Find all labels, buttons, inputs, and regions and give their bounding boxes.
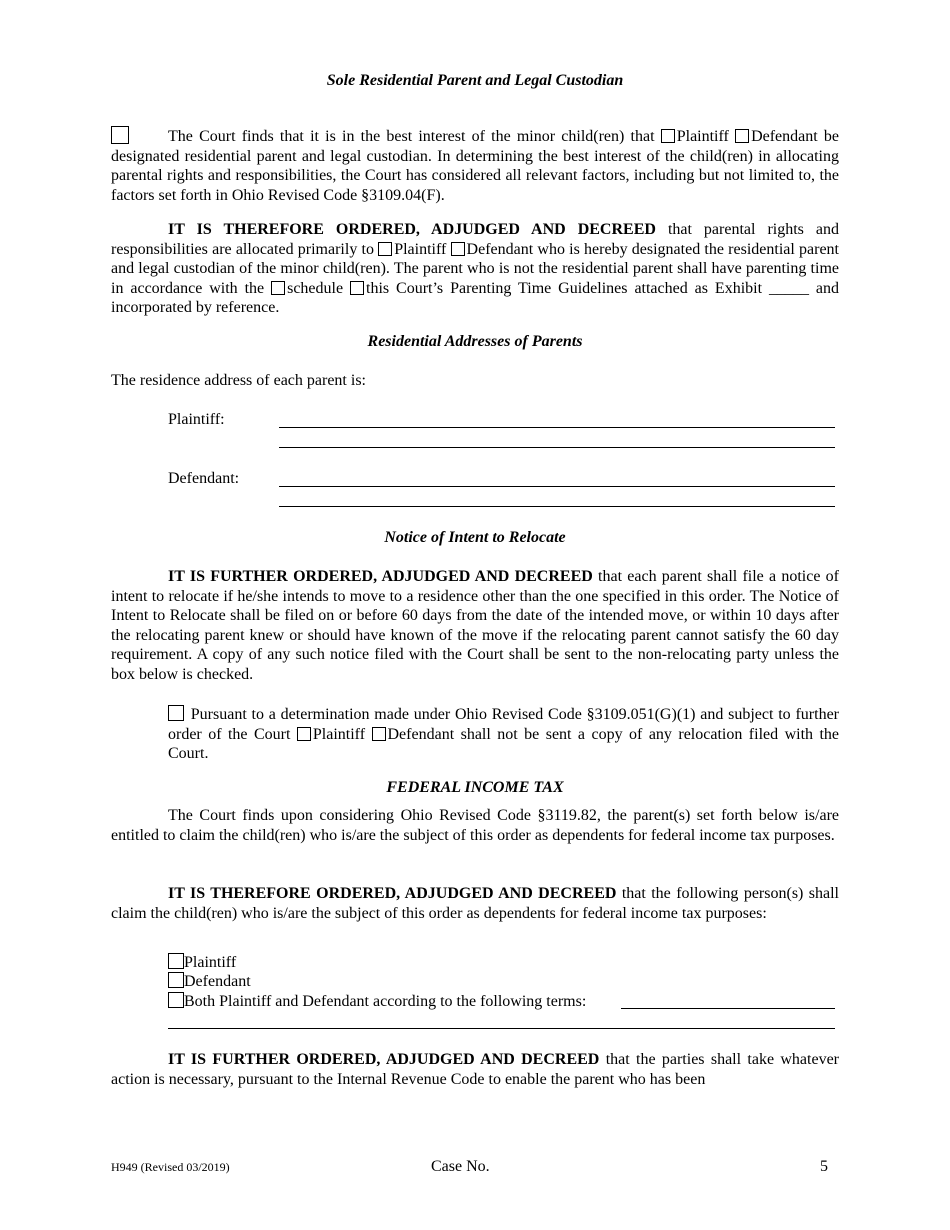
defendant-address-line-2[interactable] (279, 506, 835, 507)
guidelines-checkbox[interactable] (350, 281, 364, 295)
tax-option-defendant: Defendant (168, 972, 839, 992)
plaintiff-option-label: Plaintiff (676, 128, 736, 145)
tax-both-checkbox[interactable] (168, 992, 184, 1008)
best-interest-checkbox[interactable] (111, 126, 129, 144)
allocation-defendant-checkbox[interactable] (451, 242, 465, 256)
paragraph-tax-findings: The Court finds upon considering Ohio Revised Code §3119.82, the parent(s) set forth below is/are entitled to claim the child(ren) who is/are the subject of this order as dependents for federal income tax purposes. (111, 807, 839, 844)
tax-plaintiff-checkbox[interactable] (168, 953, 184, 969)
tax-defendant-checkbox[interactable] (168, 972, 184, 988)
page-number: 5 (820, 1158, 828, 1175)
paragraph-best-interest: The Court finds that it is in the best interest of the minor child(ren) that Plaintiff Defendant be designated residential parent and legal custodian. In determining the best interest of the child(ren) in allocating parental rights and responsibilities, the Court has considered all relevant factors, including but not limited to, the factors set forth in Ohio Revised Code §3109.04(F). (111, 128, 839, 204)
allocation-plaintiff-checkbox[interactable] (378, 242, 392, 256)
heading-residential-addresses: Residential Addresses of Parents (367, 333, 583, 350)
best-interest-plaintiff-checkbox[interactable] (661, 129, 675, 143)
paragraph-relocation-exception: Pursuant to a determination made under Ohio Revised Code §3109.051(G)(1) and subject to further order of the Court Plaintiff Defendant shall not be sent a copy of any relocation filed with the Court. (168, 706, 840, 763)
tax-option-both: Both Plaintiff and Defendant according to the following terms: (168, 992, 839, 1012)
defendant-address-label: Defendant: (168, 470, 240, 487)
heading-notice-of-intent: Notice of Intent to Relocate (384, 529, 566, 546)
relocation-plaintiff-checkbox[interactable] (297, 727, 311, 741)
tax-terms-line-2[interactable] (168, 1028, 835, 1029)
plaintiff-address-line-1[interactable] (279, 427, 835, 428)
plaintiff-address-label: Plaintiff: (168, 411, 225, 428)
address-intro: The residence address of each parent is: (111, 372, 366, 389)
plaintiff-address-line-2[interactable] (279, 447, 835, 448)
paragraph-irs-action-order: IT IS FURTHER ORDERED, ADJUDGED AND DECREED that the parties shall take whatever action is necessary, pursuant to the Internal Revenue Code to enable the parent who has been (111, 1051, 840, 1088)
order-heading-text: IT IS THEREFORE ORDERED, ADJUDGED AND DECREED (168, 221, 656, 238)
tax-option-plaintiff: Plaintiff (168, 953, 839, 973)
schedule-checkbox[interactable] (271, 281, 285, 295)
tax-terms-line-1[interactable] (621, 1008, 835, 1009)
paragraph-relocation-order: IT IS FURTHER ORDERED, ADJUDGED AND DECREED that each parent shall file a notice of intent to relocate if he/she intends to move to a residence other than the one specified in this order. The Notice of Intent to Relocate shall be filed on or before 60 days from the date of the intended move, or within 10 days after the relocating parent knew or should have known of the move if the relocating parent cannot satisfy the 60 day requirement. A copy of any such notice filed with the Court shall be sent to the non-relocating party unless the box below is checked. (111, 568, 839, 683)
case-number-label: Case No. (431, 1158, 490, 1175)
heading-federal-income-tax: FEDERAL INCOME TAX (386, 779, 564, 796)
relocation-defendant-checkbox[interactable] (372, 727, 386, 741)
paragraph-tax-order: IT IS THEREFORE ORDERED, ADJUDGED AND DECREED that the following person(s) shall claim the child(ren) who is/are the subject of this order as dependents for federal income tax purposes: (111, 885, 840, 922)
form-number: H949 (Revised 03/2019) (111, 1160, 230, 1174)
defendant-address-line-1[interactable] (279, 486, 835, 487)
relocation-exception-checkbox[interactable] (168, 705, 184, 721)
defendant-option-label: Defendant (751, 128, 818, 145)
best-interest-defendant-checkbox[interactable] (735, 129, 749, 143)
heading-sole-residential-parent: Sole Residential Parent and Legal Custodian (326, 72, 624, 89)
paragraph-allocation-order: IT IS THEREFORE ORDERED, ADJUDGED AND DECREED that parental rights and responsibilities are allocated primarily to Plaintiff Defendant who is hereby designated the residential parent and legal custodian of the minor child(ren). The parent who is not the residential parent shall have parenting time in accordance with the schedule this Court’s Parenting Time Guidelines attached as Exhibit _____ and incorporated by reference. (111, 221, 839, 317)
